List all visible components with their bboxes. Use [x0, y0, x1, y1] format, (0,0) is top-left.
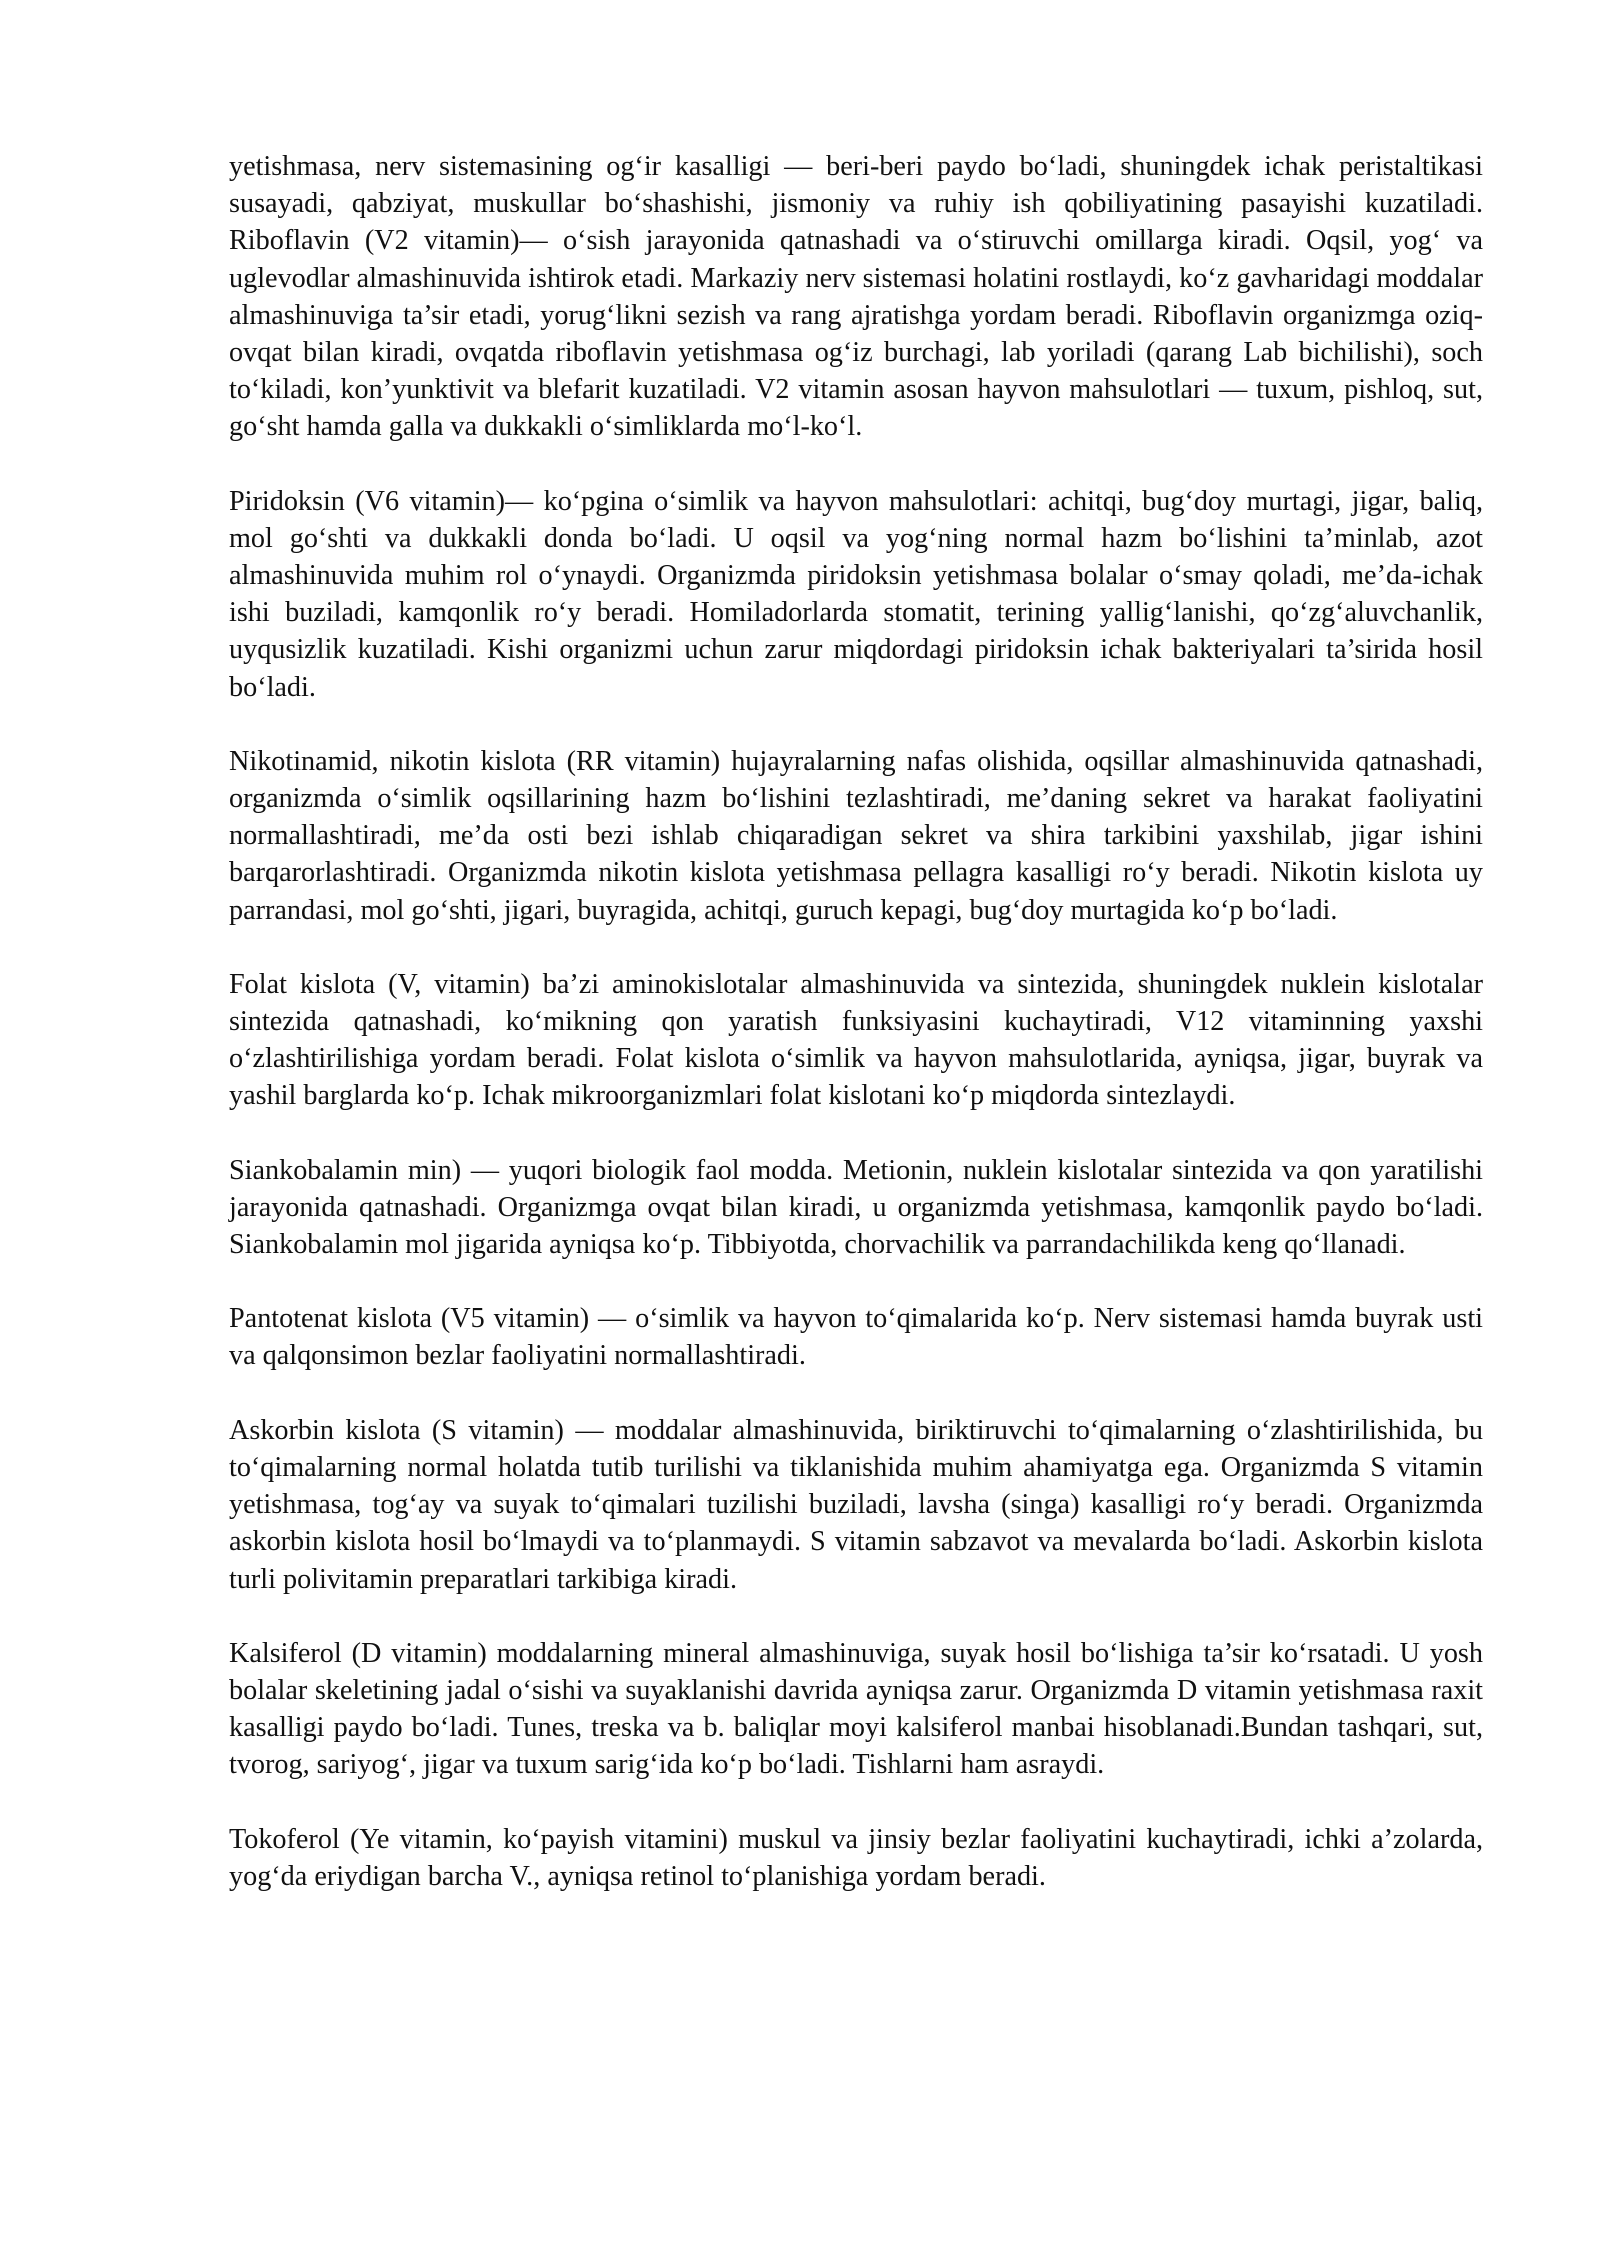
paragraph-askorbin-kislota: Askorbin kislota (S vitamin) — moddalar almashinuvida, biriktiruvchi to‘qimalarning o‘zlashtirilishida, bu to‘qimalarning normal holatda tutib turilishi va tiklanishida muhim ahamiyatga ega. Organizmda S vitamin yetishmasa, tog‘ay va suyak to‘qimalari tuzilishi buziladi, lavsha (singa) kasalligi ro‘y beradi. Organizmda askorbin kislota hosil bo‘lmaydi va to‘planmaydi. S vitamin sabzavot va mevalarda bo‘ladi. Askorbin kislota turli polivitamin preparatlari tarkibiga kiradi.: [229, 1414, 1483, 1595]
paragraph-folat-kislota: Folat kislota (V, vitamin) ba’zi aminokislotalar almashinuvida va sintezida, shuningdek nuklein kislotalar sintezida qatnashadi, ko‘mikning qon yaratish funksiyasini kuchaytiradi, V12 vitaminning yaxshi o‘zlashtirilishiga yordam beradi. Folat kislota o‘simlik va hayvon mahsulotlarida, ayniqsa, jigar, buyrak va yashil barglarda ko‘p. Ichak mikroorganizmlari folat kislotani ko‘p miqdorda sintezlaydi.: [229, 968, 1483, 1112]
paragraph-pantotenat-kislota: Pantotenat kislota (V5 vitamin) — o‘simlik va hayvon to‘qimalarida ko‘p. Nerv sistemasi hamda buyrak usti va qalqonsimon bezlar faoliyatini normallashtiradi.: [229, 1303, 1483, 1372]
paragraph-tokoferol: Tokoferol (Ye vitamin, ko‘payish vitamini) muskul va jinsiy bezlar faoliyatini kuchaytiradi, ichki a’zolarda, yog‘da eriydigan barcha V., ayniqsa retinol to‘planishiga yordam beradi.: [229, 1823, 1483, 1892]
paragraph-nikotinamid: Nikotinamid, nikotin kislota (RR vitamin) hujayralarning nafas olishida, oqsillar almashinuvida qatnashadi, organizmda o‘simlik oqsillarining hazm bo‘lishini tezlashtiradi, me’daning sekret va harakat faoliyatini normallashtiradi, me’da osti bezi ishlab chiqaradigan sekret va shira tarkibini yaxshilab, jigar ishini barqarorlashtiradi. Organizmda nikotin kislota yetishmasa pellagra kasalligi ro‘y beradi. Nikotin kislota uy parrandasi, mol go‘shti, jigari, buyragida, achitqi, guruch kepagi, bug‘doy murtagida ko‘p bo‘ladi.: [229, 745, 1483, 926]
paragraph-riboflavin: yetishmasa, nerv sistemasining og‘ir kasalligi — beri-beri paydo bo‘ladi, shuningdek ichak peristaltikasi susayadi, qabziyat, muskullar bo‘shashishi, jismoniy va ruhiy ish qobiliyatining pasayishi kuzatiladi. Riboflavin (V2 vitamin)— o‘sish jarayonida qatnashadi va o‘stiruvchi omillarga kiradi. Oqsil, yog‘ va uglevodlar almashinuvida ishtirok etadi. Markaziy nerv sistemasi holatini rostlaydi, ko‘z gavharidagi moddalar almashinuviga ta’sir etadi, yorug‘likni sezish va rang ajratishga yordam beradi. Riboflavin organizmga oziq-ovqat bilan kiradi, ovqatda riboflavin yetishmasa og‘iz burchagi, lab yoriladi (qarang Lab bichilishi), soch to‘kiladi, kon’yunktivit va blefarit kuzatiladi. V2 vitamin asosan hayvon mahsulotlari — tuxum, pishloq, sut, go‘sht hamda galla va dukkakli o‘simliklarda mo‘l-ko‘l.: [229, 151, 1483, 443]
paragraph-kalsiferol: Kalsiferol (D vitamin) moddalarning mineral almashinuviga, suyak hosil bo‘lishiga ta’sir ko‘rsatadi. U yosh bolalar skeletining jadal o‘sishi va suyaklanishi davrida ayniqsa zarur. Organizmda D vitamin yetishmasa raxit kasalligi paydo bo‘ladi. Tunes, treska va b. baliqlar moyi kalsiferol manbai hisoblanadi.Bundan tashqari, sut, tvorog, sariyog‘, jigar va tuxum sarig‘ida ko‘p bo‘ladi. Tishlarni ham asraydi.: [229, 1637, 1483, 1781]
paragraph-piridoksin: Piridoksin (V6 vitamin)— ko‘pgina o‘simlik va hayvon mahsulotlari: achitqi, bug‘doy murtagi, jigar, baliq, mol go‘shti va dukkakli donda bo‘ladi. U oqsil va yog‘ning normal hazm bo‘lishini ta’minlab, azot almashinuvida muhim rol o‘ynaydi. Organizmda piridoksin yetishmasa bolalar o‘smay qoladi, me’da-ichak ishi buziladi, kamqonlik ro‘y beradi. Homiladorlarda stomatit, terining yallig‘lanishi, qo‘zg‘aluvchanlik, uyqusizlik kuzatiladi. Kishi organizmi uchun zarur miqdordagi piridoksin ichak bakteriyalari ta’sirida hosil bo‘ladi.: [229, 485, 1483, 703]
document-page: [229, 148, 1483, 1895]
paragraph-siankobalamin: Siankobalamin min) — yuqori biologik faol modda. Metionin, nuklein kislotalar sintezida va qon yaratilishi jarayonida qatnashadi. Organizmga ovqat bilan kiradi, u organizmda yetishmasa, kamqonlik paydo bo‘ladi. Siankobalamin mol jigarida ayniqsa ko‘p. Tibbiyotda, chorvachilik va parrandachilikda keng qo‘llanadi.: [229, 1154, 1483, 1261]
